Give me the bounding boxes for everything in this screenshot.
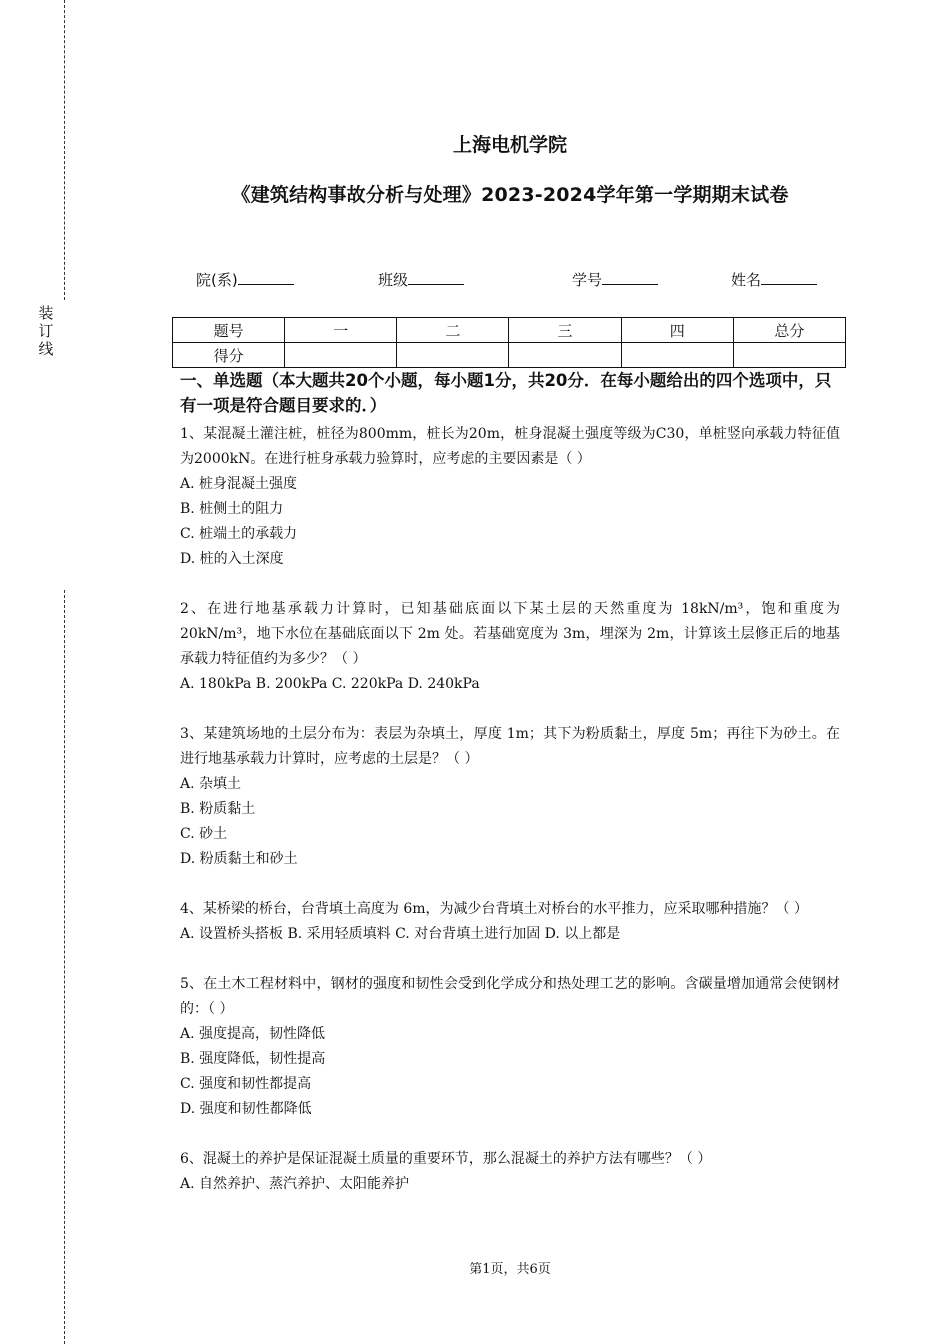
school-name: 上海电机学院 — [452, 134, 567, 156]
question-option: A. 自然养护、蒸汽养护、太阳能养护 — [180, 1176, 410, 1192]
question-option: C. 砂土 — [180, 826, 228, 842]
score-input-cell — [621, 343, 733, 368]
exam-content — [180, 368, 840, 1197]
question-text: 5、在土木工程材料中，钢材的强度和韧性会受到化学成分和热处理工艺的影响。含碳量增加通常会使钢材的：（ ） — [180, 976, 840, 1017]
section-title: 一、单选题（本大题共20个小题，每小题1分，共20分．在每小题给出的四个选项中，只有一项是符合题目要求的．） — [180, 371, 832, 415]
score-input-cell — [285, 343, 397, 368]
score-table-cell: 得分 — [173, 343, 285, 368]
question-option: A. 桩身混凝土强度 — [180, 476, 298, 492]
score-table-cell: 总分 — [733, 318, 845, 343]
question-text: 1、某混凝土灌注桩，桩径为800mm，桩长为20m，桩身混凝土强度等级为C30，单桩竖向承载力特征值为2000kN。在进行桩身承载力验算时，应考虑的主要因素是（ ） — [180, 426, 840, 467]
dept-label: 院(系) — [196, 271, 238, 289]
question-option: B. 强度降低，韧性提高 — [180, 1051, 326, 1067]
question-option: D. 强度和韧性都降低 — [180, 1101, 312, 1117]
question-option: B. 桩侧土的阻力 — [180, 501, 284, 517]
exam-title: 《建筑结构事故分析与处理》2023-2024学年第一学期期末试卷 — [231, 184, 789, 206]
score-table-cell: 题号 — [173, 318, 285, 343]
score-table-score-row — [173, 343, 846, 368]
name-field — [731, 269, 817, 290]
name-label: 姓名 — [731, 271, 762, 289]
student-id-blank — [602, 270, 658, 285]
question-option: C. 桩端土的承载力 — [180, 526, 298, 542]
score-input-cell — [509, 343, 621, 368]
question-text: 3、某建筑场地的土层分布为：表层为杂填土，厚度 1m；其下为粉质黏土，厚度 5m；再往下为砂土。在进行地基承载力计算时，应考虑的土层是？（ ） — [180, 726, 840, 767]
class-blank — [408, 270, 464, 285]
question-option: C. 强度和韧性都提高 — [180, 1076, 312, 1092]
question-option: A. 杂填土 — [180, 776, 242, 792]
student-id-field — [572, 269, 658, 290]
question-text: 4、某桥梁的桥台，台背填土高度为 6m，为减少台背填土对桥台的水平推力，应采取哪种措施？（ ） — [180, 901, 808, 917]
question-option: A. 强度提高，韧性降低 — [180, 1026, 326, 1042]
class-field — [378, 269, 464, 290]
score-table-cell: 二 — [397, 318, 509, 343]
student-id-label: 学号 — [572, 271, 603, 289]
dept-field — [196, 269, 294, 290]
score-table-cell: 四 — [621, 318, 733, 343]
score-input-cell — [733, 343, 845, 368]
question-text: 2、在进行地基承载力计算时，已知基础底面以下某土层的天然重度为 18kN/m³，饱和重度为 20kN/m³，地下水位在基础底面以下 2m 处。若基础宽度为 3m，埋深为 2m，计算该土层修正后的地基承载力特征值约为多少？（ ） — [180, 601, 840, 667]
name-blank — [761, 270, 817, 285]
class-label: 班级 — [378, 271, 409, 289]
question-option: D. 粉质黏土和砂土 — [180, 851, 298, 867]
score-table — [172, 317, 846, 368]
dept-blank — [238, 270, 294, 285]
page-number: 第1页，共6页 — [469, 1262, 551, 1277]
question-option: A. 180kPa B. 200kPa C. 220kPa D. 240kPa — [180, 676, 480, 692]
binding-label: 装订线 — [38, 304, 54, 358]
question-text: 6、混凝土的养护是保证混凝土质量的重要环节，那么混凝土的养护方法有哪些？（ ） — [180, 1151, 712, 1167]
binding-line — [64, 590, 65, 1344]
score-table-cell: 一 — [285, 318, 397, 343]
question-option: B. 粉质黏土 — [180, 801, 256, 817]
score-table-header-row — [173, 318, 846, 343]
score-table-cell: 三 — [509, 318, 621, 343]
question-option: D. 桩的入土深度 — [180, 551, 284, 567]
question-option: A. 设置桥头搭板 B. 采用轻质填料 C. 对台背填土进行加固 D. 以上都是 — [180, 926, 621, 942]
score-input-cell — [397, 343, 509, 368]
